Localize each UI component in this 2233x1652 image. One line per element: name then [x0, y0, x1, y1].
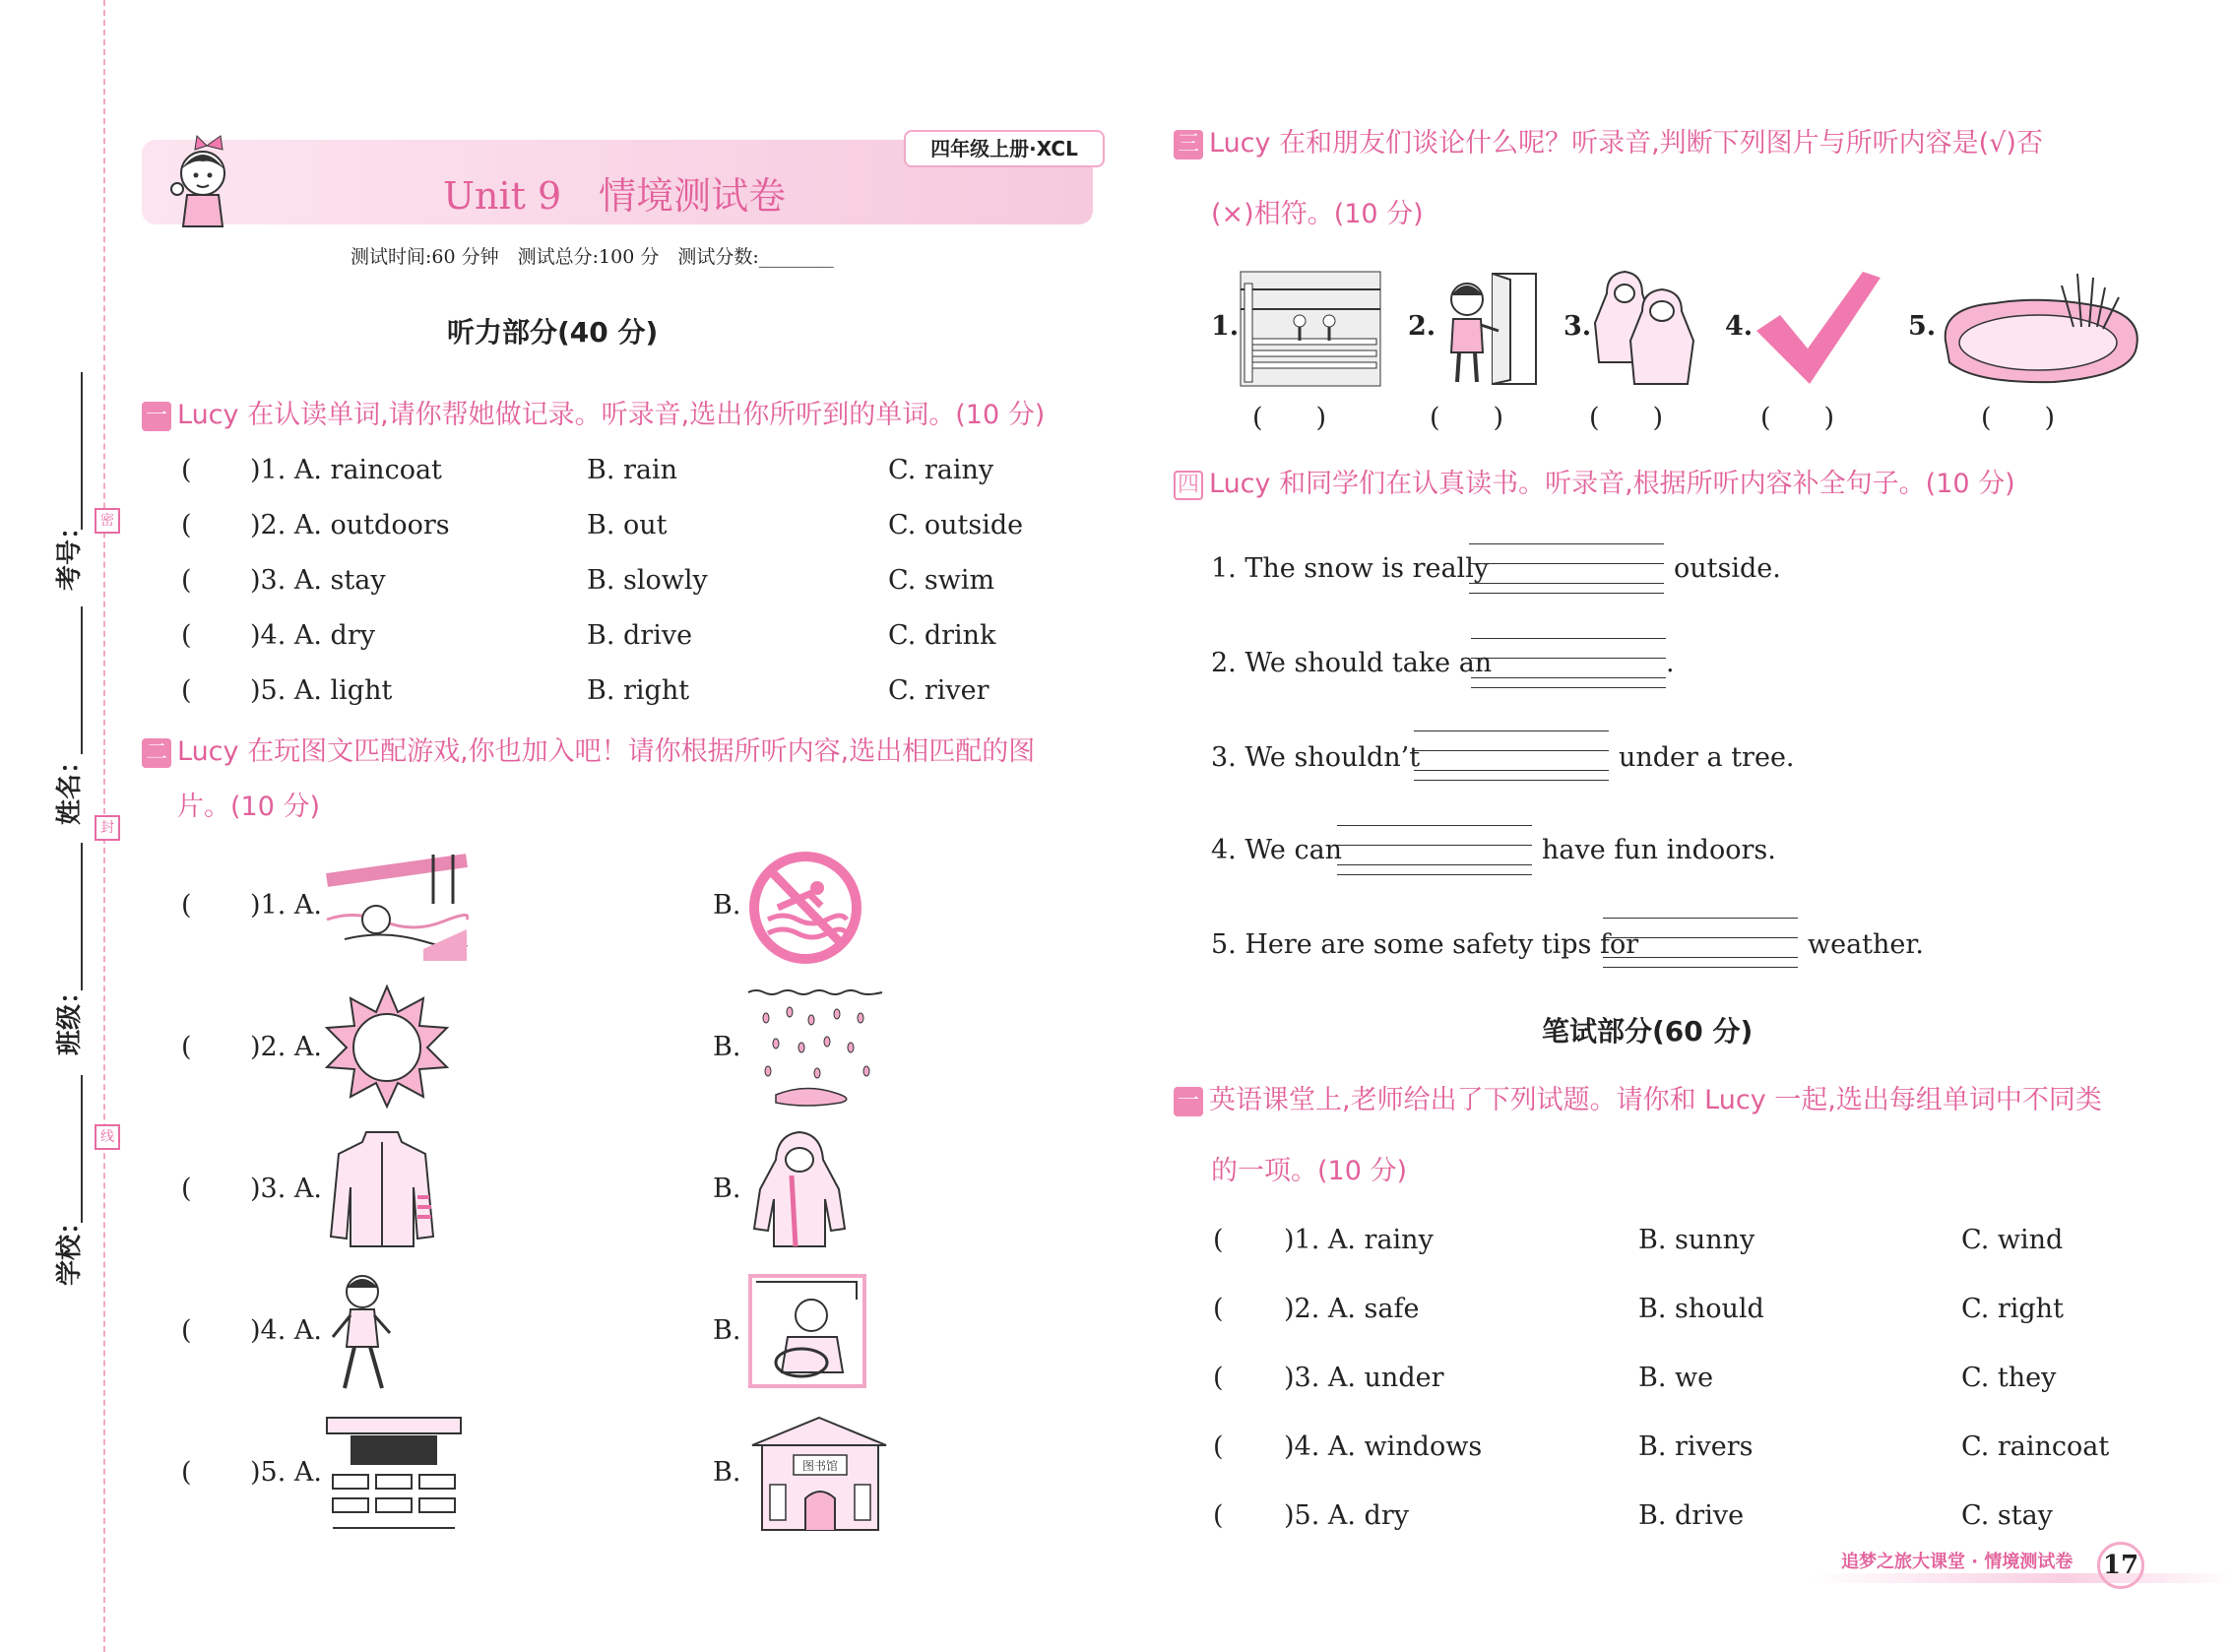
- library-sign: 图书馆: [801, 1459, 839, 1473]
- w1-item-2-b: B. should: [1638, 1294, 1764, 1324]
- answer-paren[interactable]: (: [1213, 1225, 1224, 1255]
- p1-item-1-b: B. rain: [587, 455, 678, 485]
- p1-badge: 一: [142, 402, 171, 431]
- w1-badge: 一: [1174, 1087, 1203, 1116]
- p1-item-5-a: )5. A. light: [250, 675, 393, 706]
- p3-item-4: 4.: [1725, 311, 1754, 342]
- w1-item-1-b: B. sunny: [1638, 1225, 1755, 1255]
- p4-item-1-pre: 1. The snow is really: [1211, 553, 1490, 584]
- w1-item-1-a: )1. A. rainy: [1284, 1225, 1434, 1255]
- p3-item-5: 5.: [1908, 311, 1937, 342]
- p1-prompt: [142, 396, 1045, 435]
- answer-paren[interactable]: (: [181, 565, 192, 596]
- p1-item-4-a: )4. A. dry: [250, 620, 375, 651]
- w1-item-3-a: )3. A. under: [1284, 1363, 1444, 1393]
- raincoat-icon: [752, 1130, 847, 1248]
- p2-item-4-b: B.: [713, 1315, 741, 1346]
- w1-item-5-b: B. drive: [1638, 1500, 1745, 1531]
- p2-item-3-a: )3. A.: [250, 1174, 322, 1204]
- pond-icon: [1936, 268, 2142, 390]
- driver-icon: [748, 1274, 866, 1388]
- writing-line[interactable]: [1603, 937, 1798, 938]
- p1-item-3-a: )3. A. stay: [250, 565, 386, 596]
- writing-line[interactable]: [1414, 770, 1609, 771]
- walking-boy-icon: [327, 1272, 398, 1394]
- answer-paren[interactable]: (: [181, 510, 192, 540]
- p2-item-2-b: B.: [713, 1032, 741, 1062]
- p4-item-4-post: have fun indoors.: [1542, 835, 1776, 865]
- writing-line[interactable]: [1471, 677, 1666, 678]
- p4-item-3-pre: 3. We shouldn’t: [1211, 742, 1421, 773]
- writing-line[interactable]: [1603, 957, 1798, 958]
- answer-paren[interactable]: (: [1213, 1431, 1224, 1462]
- grade-tag: 四年级上册·XCL: [904, 130, 1105, 167]
- p3-item-3: 3.: [1563, 311, 1592, 342]
- writing-line[interactable]: [1337, 864, 1532, 865]
- w1-item-4-b: B. rivers: [1638, 1431, 1754, 1462]
- p3-answer-5[interactable]: ( ): [1981, 403, 2056, 433]
- writing-line[interactable]: [1414, 750, 1609, 751]
- p2-item-2-a: )2. A.: [250, 1032, 322, 1062]
- writing-line[interactable]: [1471, 658, 1666, 659]
- p3-item-1: 1.: [1211, 311, 1240, 342]
- page-number: 17: [2097, 1542, 2144, 1589]
- writing-line[interactable]: [1471, 687, 1666, 688]
- answer-paren[interactable]: (: [181, 455, 192, 485]
- name-line: [81, 606, 83, 754]
- p3-answer-3[interactable]: ( ): [1589, 403, 1664, 433]
- p4-badge: 四: [1174, 471, 1203, 500]
- answer-paren[interactable]: (: [181, 1315, 192, 1346]
- p2-prompt-line1: Lucy 在玩图文匹配游戏,你也加入吧！请你根据所听内容,选出相匹配的图: [177, 736, 1036, 767]
- p1-item-1-c: C. rainy: [888, 455, 994, 485]
- p4-item-4-pre: 4. We can: [1211, 835, 1343, 865]
- writing-line[interactable]: [1337, 825, 1532, 826]
- p2-item-3-b: B.: [713, 1174, 741, 1204]
- p4-item-3-post: under a tree.: [1619, 742, 1795, 773]
- check-icon: [1753, 268, 1882, 386]
- w1-item-4-a: )4. A. windows: [1284, 1431, 1483, 1462]
- p4-item-2-post: .: [1666, 648, 1675, 678]
- jacket-icon: [327, 1128, 437, 1250]
- w1-item-2-c: C. right: [1961, 1294, 2064, 1324]
- p1-item-4-b: B. drive: [587, 620, 693, 651]
- p4-item-1-post: outside.: [1674, 553, 1781, 584]
- answer-paren[interactable]: (: [1213, 1294, 1224, 1324]
- writing-line[interactable]: [1469, 543, 1664, 544]
- girl-mascot-icon: [163, 130, 242, 228]
- listening-heading: 听力部分(40 分): [447, 316, 659, 349]
- writing-heading: 笔试部分(60 分): [1542, 1015, 1754, 1048]
- answer-paren[interactable]: (: [181, 620, 192, 651]
- w1-item-3-c: C. they: [1961, 1363, 2057, 1393]
- w1-prompt-line1: 英语课堂上,老师给出了下列试题。请你和 Lucy 一起,选出每组单词中不同类: [1209, 1085, 2102, 1115]
- p4-item-5-post: weather.: [1808, 929, 1924, 960]
- seal-feng: 封: [95, 815, 120, 841]
- exam-no-label: 考号：: [55, 513, 85, 591]
- answer-paren[interactable]: (: [1213, 1363, 1224, 1393]
- p1-item-3-b: B. slowly: [587, 565, 708, 596]
- answer-paren[interactable]: (: [181, 1032, 192, 1062]
- writing-line[interactable]: [1414, 780, 1609, 781]
- footer-bar: [1812, 1573, 2233, 1583]
- writing-line[interactable]: [1337, 874, 1532, 875]
- w1-prompt-line2: 的一项。(10 分): [1211, 1156, 1408, 1186]
- raincoats-icon: [1591, 268, 1699, 390]
- answer-paren[interactable]: (: [181, 1457, 192, 1488]
- w1-item-1-c: C. wind: [1961, 1225, 2064, 1255]
- p1-item-3-c: C. swim: [888, 565, 995, 596]
- p1-item-2-b: B. out: [587, 510, 668, 540]
- swimming-pool-icon: [325, 851, 469, 963]
- w1-item-4-c: C. raincoat: [1961, 1431, 2110, 1462]
- writing-line[interactable]: [1337, 845, 1532, 846]
- p2-prompt: [142, 732, 1035, 772]
- p1-item-5-c: C. river: [888, 675, 989, 706]
- p1-item-1-a: )1. A. raincoat: [250, 455, 442, 485]
- school-line: [81, 1075, 83, 1223]
- class-line: [81, 843, 83, 990]
- answer-paren[interactable]: (: [181, 675, 192, 706]
- boy-at-door-icon: [1437, 270, 1540, 388]
- rain-icon: [746, 988, 884, 1107]
- writing-line[interactable]: [1603, 967, 1798, 968]
- answer-paren[interactable]: (: [1213, 1500, 1224, 1531]
- p3-answer-1[interactable]: ( ): [1252, 403, 1327, 433]
- p1-item-4-c: C. drink: [888, 620, 996, 651]
- crosswalk-icon: [1239, 270, 1382, 388]
- writing-line[interactable]: [1469, 583, 1664, 584]
- p2-item-4-a: )4. A.: [250, 1315, 322, 1346]
- p2-item-1-b: B.: [713, 890, 741, 921]
- w1-prompt: [1174, 1081, 2102, 1120]
- p1-prompt-text: Lucy 在认读单词,请你帮她做记录。听录音,选出你所听到的单词。(10 分): [177, 400, 1046, 430]
- seal-mi: 密: [95, 508, 120, 534]
- classroom-icon: [323, 1414, 465, 1532]
- w1-item-3-b: B. we: [1638, 1363, 1714, 1393]
- p1-item-2-a: )2. A. outdoors: [250, 510, 450, 540]
- exam-no-line: [81, 372, 83, 530]
- p3-prompt-line1: Lucy 在和朋友们谈论什么呢？听录音,判断下列图片与所听内容是(√)否: [1209, 128, 2043, 159]
- library-icon: [748, 1416, 892, 1534]
- p2-item-5-b: B.: [713, 1457, 741, 1488]
- p2-item-5-a: )5. A.: [250, 1457, 322, 1488]
- answer-paren[interactable]: (: [181, 890, 192, 921]
- p3-badge: 三: [1174, 130, 1203, 159]
- p4-item-2-pre: 2. We should take an: [1211, 648, 1493, 678]
- w1-item-2-a: )2. A. safe: [1284, 1294, 1420, 1324]
- p3-answer-4[interactable]: ( ): [1760, 403, 1835, 433]
- p4-prompt: [1174, 465, 2015, 504]
- p3-answer-2[interactable]: ( ): [1430, 403, 1504, 433]
- writing-line[interactable]: [1469, 563, 1664, 564]
- no-swimming-icon: [748, 851, 862, 965]
- w1-item-5-c: C. stay: [1961, 1500, 2053, 1531]
- p2-prompt-line2: 片。(10 分): [177, 792, 321, 822]
- writing-line[interactable]: [1603, 918, 1798, 919]
- p4-item-5-pre: 5. Here are some safety tips for: [1211, 929, 1639, 960]
- footer-text: 追梦之旅大课堂 · 情境测试卷: [1841, 1552, 2074, 1572]
- p3-item-2: 2.: [1408, 311, 1436, 342]
- p2-item-1-a: )1. A.: [250, 890, 322, 921]
- answer-paren[interactable]: (: [181, 1174, 192, 1204]
- class-label: 班级：: [55, 978, 85, 1055]
- p4-prompt-text: Lucy 和同学们在认真读书。听录音,根据所听内容补全句子。(10 分): [1209, 469, 2015, 499]
- school-label: 学校：: [55, 1208, 85, 1286]
- p3-prompt: [1174, 124, 2043, 163]
- page-title: Unit 9 情境测试卷: [443, 174, 787, 218]
- seal-xian: 线: [95, 1124, 120, 1150]
- w1-item-5-a: )5. A. dry: [1284, 1500, 1409, 1531]
- p3-prompt-line2: (×)相符。(10 分): [1211, 199, 1424, 229]
- p1-item-5-b: B. right: [587, 675, 690, 706]
- p1-item-2-c: C. outside: [888, 510, 1024, 540]
- sun-icon: [325, 985, 449, 1109]
- name-label: 姓名：: [55, 747, 85, 825]
- writing-line[interactable]: [1469, 593, 1664, 594]
- p2-badge: 二: [142, 738, 171, 768]
- test-info: 测试时间:60 分钟 测试总分:100 分 测试分数:________: [351, 246, 834, 268]
- writing-line[interactable]: [1471, 638, 1666, 639]
